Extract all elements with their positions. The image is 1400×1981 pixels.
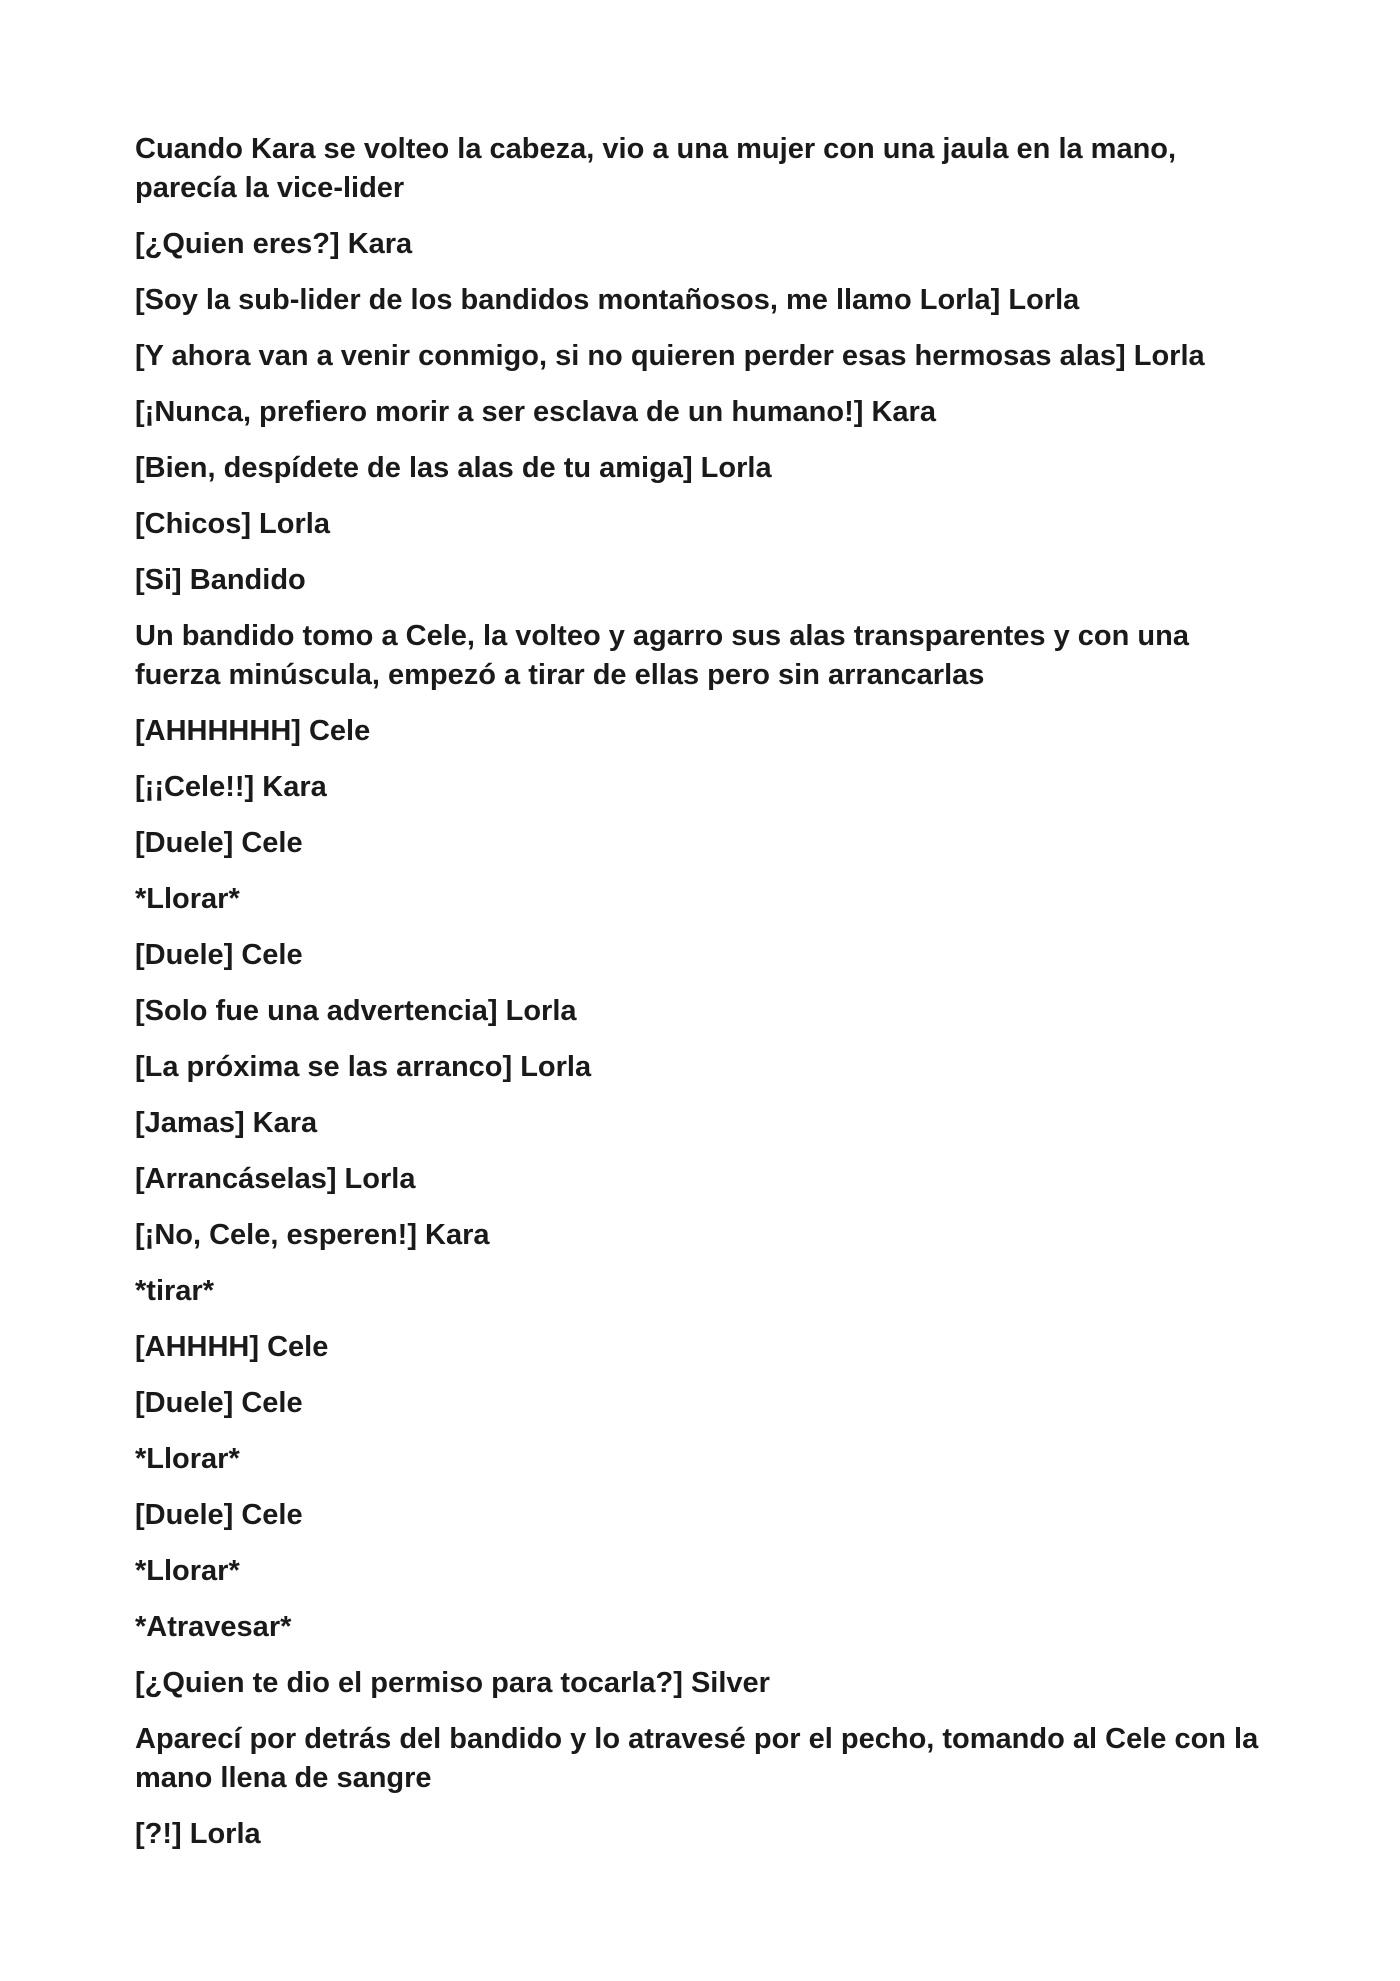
dialogue-line: [Si] Bandido xyxy=(135,564,306,596)
dialogue-line: [Duele] Cele xyxy=(135,1387,303,1419)
action-line: *Atravesar* xyxy=(135,1611,292,1643)
narration-paragraph: Aparecí por detrás del bandido y lo atravesé por el pecho, tomando al Cele con la mano llena de sangre xyxy=(135,1723,1259,1794)
dialogue-line: [¡No, Cele, esperen!] Kara xyxy=(135,1219,490,1251)
action-line: *Llorar* xyxy=(135,883,240,915)
narration-paragraph: Cuando Kara se volteo la cabeza, vio a una mujer con una jaula en la mano, parecía la vice-lider xyxy=(135,133,1177,204)
action-line: *tirar* xyxy=(135,1275,214,1307)
dialogue-line: [AHHHH] Cele xyxy=(135,1331,329,1363)
dialogue-line: [¡Nunca, prefiero morir a ser esclava de un humano!] Kara xyxy=(135,396,936,428)
dialogue-line: [Arrancáselas] Lorla xyxy=(135,1163,416,1195)
story-text xyxy=(135,130,1275,1871)
dialogue-line: [¡¡Cele!!] Kara xyxy=(135,771,327,803)
narration-paragraph: Un bandido tomo a Cele, la volteo y agarro sus alas transparentes y con una fuerza minúscula, empezó a tirar de ellas pero sin arrancarlas xyxy=(135,620,1189,691)
dialogue-line: [?!] Lorla xyxy=(135,1818,261,1850)
action-line: *Llorar* xyxy=(135,1555,240,1587)
dialogue-line: [Duele] Cele xyxy=(135,939,303,971)
dialogue-line: [La próxima se las arranco] Lorla xyxy=(135,1051,592,1083)
dialogue-line: [AHHHHHH] Cele xyxy=(135,715,371,747)
dialogue-line: [¿Quien eres?] Kara xyxy=(135,228,413,260)
dialogue-line: [Soy la sub-lider de los bandidos montañosos, me llamo Lorla] Lorla xyxy=(135,284,1080,316)
dialogue-line: [Jamas] Kara xyxy=(135,1107,318,1139)
dialogue-line: [Duele] Cele xyxy=(135,1499,303,1531)
dialogue-line: [Solo fue una advertencia] Lorla xyxy=(135,995,577,1027)
dialogue-line: [Duele] Cele xyxy=(135,827,303,859)
action-line: *Llorar* xyxy=(135,1443,240,1475)
dialogue-line: [Chicos] Lorla xyxy=(135,508,330,540)
dialogue-line: [¿Quien te dio el permiso para tocarla?] Silver xyxy=(135,1667,770,1699)
dialogue-line: [Bien, despídete de las alas de tu amiga] Lorla xyxy=(135,452,772,484)
dialogue-line: [Y ahora van a venir conmigo, si no quieren perder esas hermosas alas] Lorla xyxy=(135,340,1205,372)
